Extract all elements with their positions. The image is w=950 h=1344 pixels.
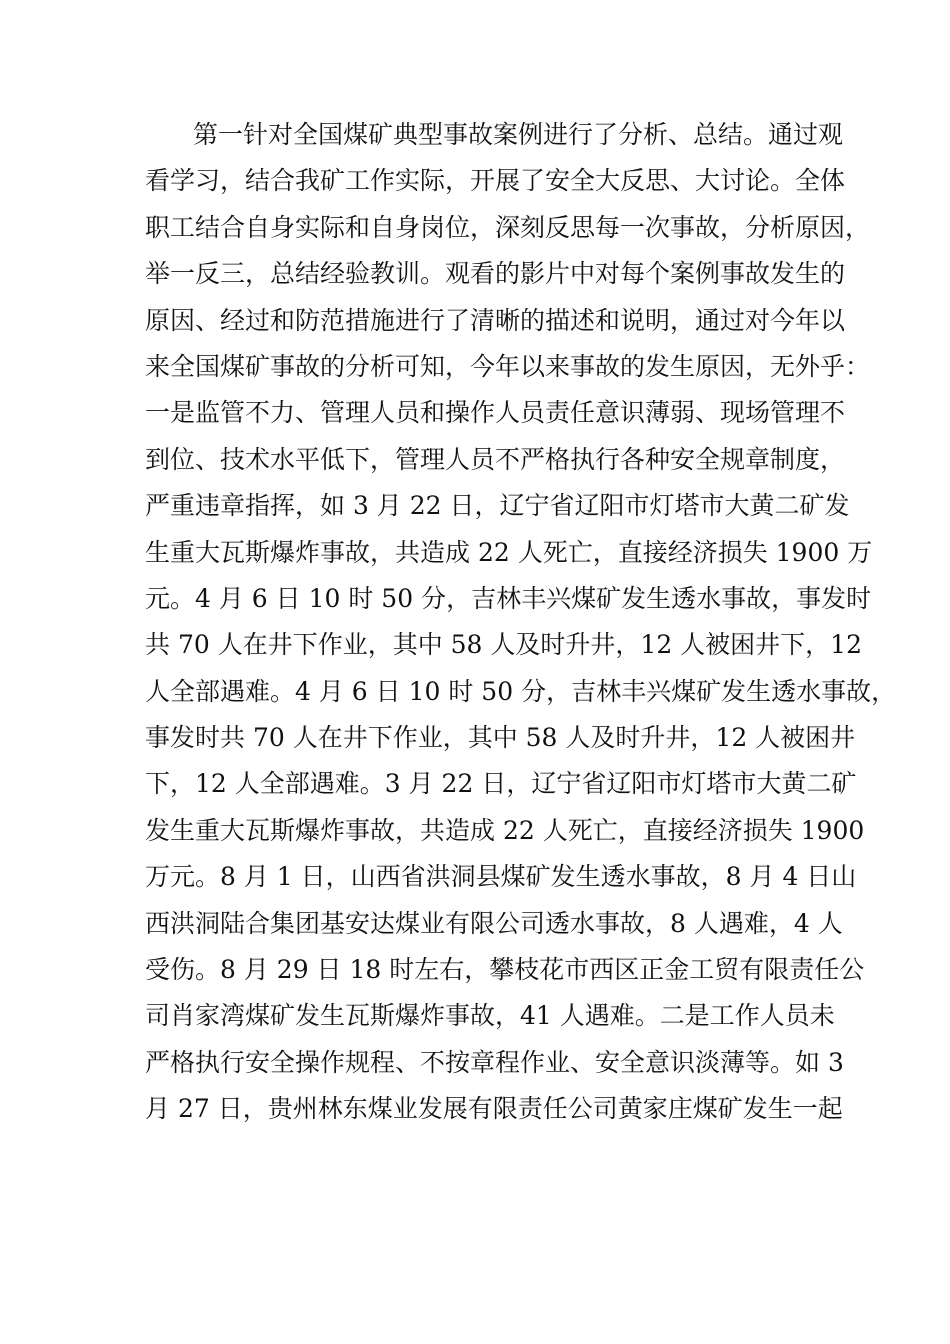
text-line: 一是监管不力、管理人员和操作人员责任意识薄弱、现场管理不 [145,398,846,428]
text-line: 受伤。8 月 29 日 18 时左右，攀枝花市西区正金工贸有限责任公 [145,955,865,985]
text-line: 生重大瓦斯爆炸事故，共造成 22 人死亡，直接经济损失 1900 万 [145,537,873,567]
body-paragraph [145,112,897,1133]
text-line: 原因、经过和防范措施进行了清晰的描述和说明，通过对今年以 [145,305,846,335]
text-line: 月 27 日，贵州林东煤业发展有限责任公司黄家庄煤矿发生一起 [145,1094,843,1124]
text-line: 人全部遇难。4 月 6 日 10 时 50 分，吉林丰兴煤矿发生透水事故， [145,676,897,706]
text-line: 共 70 人在井下作业，其中 58 人及时升井，12 人被困井下，12 [145,630,862,660]
text-line: 来全国煤矿事故的分析可知，今年以来事故的发生原因，无外乎： [145,351,871,381]
text-line: 西洪洞陆合集团基安达煤业有限公司透水事故，8 人遇难，4 人 [145,908,843,938]
text-line: 万元。8 月 1 日，山西省洪洞县煤矿发生透水事故，8 月 4 日山 [145,862,857,892]
text-line: 严格执行安全操作规程、不按章程作业、安全意识淡薄等。如 3 [145,1047,844,1077]
text-line: 到位、技术水平低下，管理人员不严格执行各种安全规章制度， [145,444,846,474]
text-line: 发生重大瓦斯爆炸事故，共造成 22 人死亡，直接经济损失 1900 [145,815,865,845]
text-line: 第一针对全国煤矿典型事故案例进行了分析、总结。通过观 [193,120,844,149]
text-line: 举一反三，总结经验教训。观看的影片中对每个案例事故发生的 [145,259,846,289]
text-line: 看学习，结合我矿工作实际，开展了安全大反思、大讨论。全体 [145,166,846,196]
text-line: 下，12 人全部遇难。3 月 22 日，辽宁省辽阳市灯塔市大黄二矿 [145,769,857,799]
text-line: 司肖家湾煤矿发生瓦斯爆炸事故，41 人遇难。二是工作人员未 [145,1001,835,1031]
text-line: 元。4 月 6 日 10 时 50 分，吉林丰兴煤矿发生透水事故，事发时 [145,583,872,613]
text-line: 严重违章指挥，如 3 月 22 日，辽宁省辽阳市灯塔市大黄二矿发 [145,491,850,521]
text-line: 事发时共 70 人在井下作业，其中 58 人及时升井，12 人被困井 [145,723,856,753]
text-line: 职工结合自身实际和自身岗位，深刻反思每一次事故，分析原因， [145,212,871,242]
